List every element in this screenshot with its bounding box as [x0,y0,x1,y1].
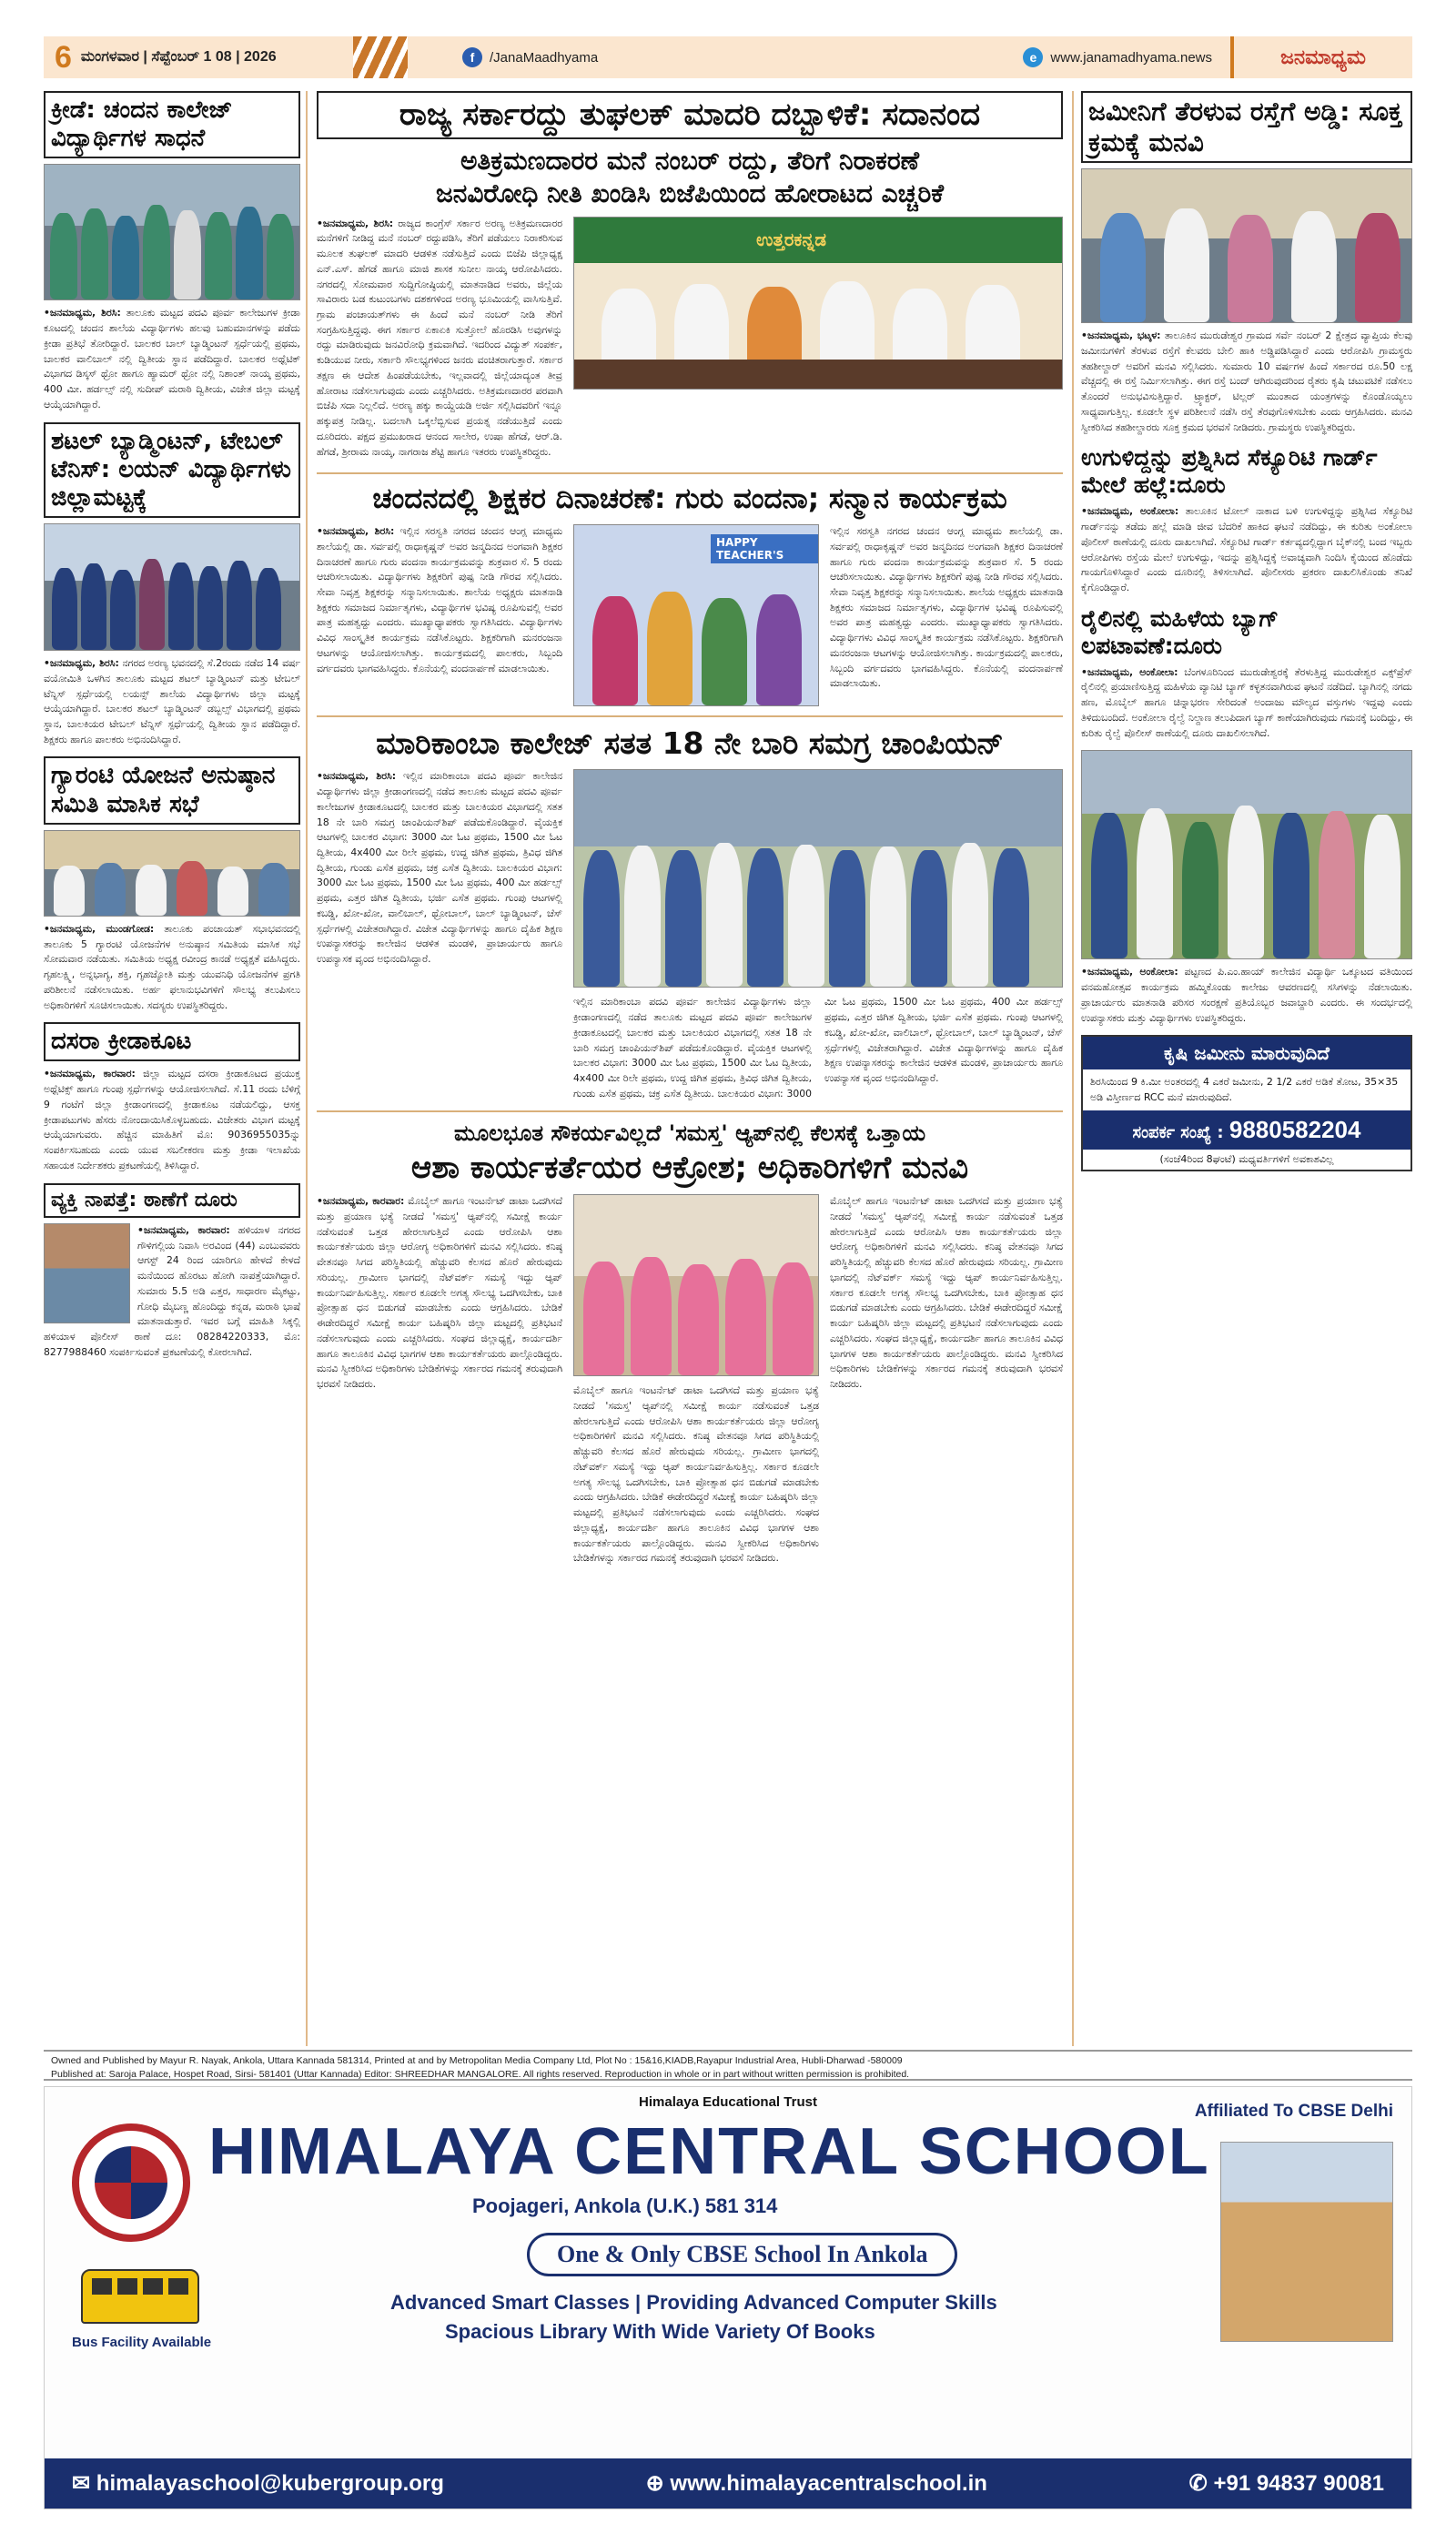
section-divider [317,715,1063,717]
article-body [317,1194,562,1570]
article-body [317,769,562,1101]
body-text: ಮೊಬೈಲ್ ಹಾಗೂ ಇಂಟರ್ನೆಟ್ ಡಾಟಾ ಒದಗಿಸದೆ ಮತ್ತು ಪ್ರಯಾಣ ಭತ್ಯೆ ನೀಡದೆ 'ಸಮಸ್ತ' ಆ್ಯಪ್‌ನಲ್ಲಿ ಸಮೀಕ್ಷೆ ಕಾರ್ಯ ನಡೆಸುವಂತೆ ಒತ್ತಡ ಹೇರಲಾಗುತ್ತಿದೆ ಎಂದು ಆರೋಪಿಸಿ ಆಶಾ ಕಾರ್ಯಕರ್ತೆಯರು ಜಿಲ್ಲಾ ಆರೋಗ್ಯ ಅಧಿಕಾರಿಗಳಿಗೆ ಮನವಿ ಸಲ್ಲಿಸಿದರು. ಕನಿಷ್ಠ ವೇತನವೂ ಸಿಗದ ಪರಿಸ್ಥಿತಿಯಲ್ಲಿ ಹೆಚ್ಚುವರಿ ಕೆಲಸದ ಹೊರೆ ಹೇರುವುದು ಸರಿಯಲ್ಲ. ಗ್ರಾಮೀಣ ಭಾಗದಲ್ಲಿ ನೆಟ್‌ವರ್ಕ್ ಸಮಸ್ಯೆ ಇದ್ದು ಆ್ಯಪ್ ಕಾರ್ಯನಿರ್ವಹಿಸುತ್ತಿಲ್ಲ. ಸರ್ಕಾರ ಕೂಡಲೇ ಅಗತ್ಯ ಸೌಲಭ್ಯ ಒದಗಿಸಬೇಕು, ಬಾಕಿ ಪ್ರೋತ್ಸಾಹ ಧನ ಬಿಡುಗಡೆ ಮಾಡಬೇಕು ಎಂದು ಆಗ್ರಹಿಸಿದರು. ಬೇಡಿಕೆ ಈಡೇರದಿದ್ದರೆ ಸಮೀಕ್ಷೆ ಕಾರ್ಯ ಬಹಿಷ್ಕರಿಸಿ ಜಿಲ್ಲಾ ಮಟ್ಟದಲ್ಲಿ ಪ್ರತಿಭಟನೆ ನಡೆಸಲಾಗುವುದು ಎಂದು ಎಚ್ಚರಿಸಿದರು. ಸಂಘದ ಜಿಲ್ಲಾಧ್ಯಕ್ಷೆ, ಕಾರ್ಯದರ್ಶಿ ಹಾಗೂ ತಾಲೂಕಿನ ವಿವಿಧ ಭಾಗಗಳ ಆಶಾ ಕಾರ್ಯಕರ್ತೆಯರು ಪಾಲ್ಗೊಂಡಿದ್ದರು. ಮನವಿ ಸ್ವೀಕರಿಸಿದ ಅಧಿಕಾರಿಗಳು ಬೇಡಿಕೆಗಳನ್ನು ಸರ್ಕಾರದ ಗಮನಕ್ಕೆ ತರುವುದಾಗಿ ಭರವಸೆ ನೀಡಿದರು. [317,1195,562,1390]
article-body [1081,965,1412,1026]
classified-body: ಶಿರಸಿಯಿಂದ 9 ಕಿ.ಮೀ ಅಂತರದಲ್ಲಿ 4 ಎಕರೆ ಜಮೀನು, 2 1/2 ಎಕರೆ ಅಡಿಕೆ ತೋಟ, 35×35 ಅಡಿ ವಿಸ್ತೀರ್ಣದ RCC ಮನೆ ಮಾರುವುದಿದೆ. [1090,1076,1399,1103]
web-icon: e [1023,47,1043,67]
facebook-icon: f [462,47,482,67]
ad-website[interactable]: ⊕ www.himalayacentralschool.in [645,2471,987,2496]
ad-trust-name: Himalaya Educational Trust [639,2094,817,2110]
body-text: ರಾಜ್ಯದ ಕಾಂಗ್ರೆಸ್ ಸರ್ಕಾರ ಅರಣ್ಯ ಅತಿಕ್ರಮಣದಾರರ ಮನೆಗಳಿಗೆ ನೀಡಿದ್ದ ಮನೆ ನಂಬರ್ ರದ್ದುಪಡಿಸಿ, ತೆರಿಗೆ ಪಡೆಯಲು ನಿರಾಕರಿಸುವ ಮೂಲಕ ತುಘಲಕ್ ಮಾದರಿ ಆಡಳಿತ ನಡೆಸುತ್ತಿದೆ ಎಂದು ಬಿಜೆಪಿ ಜಿಲ್ಲಾಧ್ಯಕ್ಷ ಎನ್.ಎಸ್. ಹೆಗಡೆ ಹಾಗೂ ಮಾಜಿ ಶಾಸಕ ಸುನೀಲ ನಾಯ್ಕ ಆರೋಪಿಸಿದರು. ನಗರದಲ್ಲಿ ಸೋಮವಾರ ಸುದ್ದಿಗೋಷ್ಠಿಯಲ್ಲಿ ಮಾತನಾಡಿದ ಅವರು, ಜಿಲ್ಲೆಯ ಸಾವಿರಾರು ಬಡ ಕುಟುಂಬಗಳು ದಶಕಗಳಿಂದ ಅರಣ್ಯ ಭೂಮಿಯಲ್ಲಿ ವಾಸಿಸುತ್ತಿವೆ. ಗ್ರಾಮ ಪಂಚಾಯತ್‌ಗಳು ಈ ಹಿಂದೆ ಮನೆ ನಂಬರ್ ನೀಡಿ ತೆರಿಗೆ ಸಂಗ್ರಹಿಸುತ್ತಿದ್ದವು. ಈಗ ಸರ್ಕಾರ ಏಕಾಏಕಿ ಸುತ್ತೋಲೆ ಹೊರಡಿಸಿ ಅವುಗಳನ್ನು ರದ್ದು ಮಾಡಿರುವುದು ಜನವಿರೋಧಿ ಕ್ರಮವಾಗಿದೆ. ಇದರಿಂದ ವಿದ್ಯುತ್ ಸಂಪರ್ಕ, ಕುಡಿಯುವ ನೀರು, ಸರ್ಕಾರಿ ಸೌಲಭ್ಯಗಳಿಂದ ಜನರು ವಂಚಿತರಾಗುತ್ತಾರೆ. ಸರ್ಕಾರ ತಕ್ಷಣ ಈ ಆದೇಶ ಹಿಂಪಡೆಯಬೇಕು, ಇಲ್ಲವಾದಲ್ಲಿ ಜಿಲ್ಲೆಯಾದ್ಯಂತ ತೀವ್ರ ಹೋರಾಟ ನಡೆಸಲಾಗುವುದು ಎಂದು ಎಚ್ಚರಿಸಿದರು. ಅತಿಕ್ರಮಣದಾರರ ಪರವಾಗಿ ಬಿಜೆಪಿ ಸದಾ ನಿಲ್ಲಲಿದೆ. ಅರಣ್ಯ ಹಕ್ಕು ಕಾಯ್ದೆಯಡಿ ಅರ್ಜಿ ಸಲ್ಲಿಸಿದವರಿಗೆ ಇನ್ನೂ ಹಕ್ಕುಪತ್ರ ನೀಡಿಲ್ಲ. ಬದಲಾಗಿ ಒಕ್ಕಲೆಬ್ಬಿಸುವ ಪ್ರಯತ್ನ ನಡೆಯುತ್ತಿದೆ ಎಂದು ದೂರಿದರು. ಪಕ್ಷದ ಪ್ರಮುಖರಾದ ಆನಂದ ಸಾಲೇರ, ಉಷಾ ಹೆಗಡೆ, ಆರ್.ಡಿ. ಹೆಗಡೆ, ಶ್ರೀರಾಮ ನಾಯ್ಕ, ನಾಗರಾಜ ಶೆಟ್ಟಿ ಹಾಗೂ ಇತರರು ಉಪಸ್ಥಿತರಿದ್ದರು. [317,217,563,458]
ad-affiliation: Affiliated To CBSE Delhi [1194,2102,1393,2121]
article-headline: ಉಗುಳಿದ್ದನ್ನು ಪ್ರಶ್ನಿಸಿದ ಸೆಕ್ಯೂರಿಟಿ ಗಾರ್ಡ್ ಮೇಲೆ ಹಲ್ಲೆ:ದೂರು [1081,444,1378,499]
article-body-cont [573,1383,819,1566]
decorative-stripes [353,36,408,78]
body-text: ಬೆಂಗಳೂರಿನಿಂದ ಮುರುಡೇಶ್ವರಕ್ಕೆ ತೆರಳುತ್ತಿದ್ದ ಮುರುಡೇಶ್ವರ ಎಕ್ಸ್‌ಪ್ರೆಸ್ ರೈಲಿನಲ್ಲಿ ಪ್ರಯಾಣಿಸುತ್ತಿದ್ದ ಮಹಿಳೆಯ ವ್ಯಾನಿಟಿ ಬ್ಯಾಗ್ ಕಳ್ಳತನವಾಗಿರುವ ಘಟನೆ ನಡೆದಿದೆ. ಬ್ಯಾಗಿನಲ್ಲಿ ನಗದು ಹಣ, ಮೊಬೈಲ್ ಹಾಗೂ ಚಿನ್ನಾಭರಣ ಸೇರಿದಂತೆ ಅಂದಾಜು ಮೌಲ್ಯದ ವಸ್ತುಗಳು ಇದ್ದವು ಎಂದು ತಿಳಿದುಬಂದಿದೆ. ಅಂಕೋಲಾ ರೈಲ್ವೆ ನಿಲ್ದಾಣ ತಲುಪಿದಾಗ ಬ್ಯಾಗ್ ಕಾಣೆಯಾಗಿರುವುದು ಗಮನಕ್ಕೆ ಬಂದಿದ್ದು, ಈ ಕುರಿತು ರೈಲ್ವೆ ಪೊಲೀಸ್ ಠಾಣೆಯಲ್ಲಿ ದೂರು ದಾಖಲಿಸಲಾಗಿದೆ. [1081,665,1412,739]
article-dasara-sports [44,1022,300,1173]
website-link[interactable] [1023,47,1212,67]
article-headline: ಕ್ರೀಡೆ: ಚಂದನ ಕಾಲೇಜ್ ವಿದ್ಯಾರ್ಥಿಗಳ ಸಾಧನೆ [44,91,300,158]
dateline: •ಜನಮಾಧ್ಯಮ, ಕಾರವಾರ: [137,1223,230,1236]
press-meet-photo [573,217,1063,390]
dateline: •ಜನಮಾಧ್ಯಮ, ಶಿರಸಿ: [44,657,119,670]
article-vanamahotsava [1081,750,1412,1026]
article-bjp-protest [317,91,1063,463]
article-kicker: ಮೂಲಭೂತ ಸೌಕರ್ಯವಿಲ್ಲದೆ 'ಸಮಸ್ತ' ಆ್ಯಪ್‌ನಲ್ಲಿ ಕೆಲಸಕ್ಕೆ ಒತ್ತಾಯ [453,1120,926,1147]
meeting-photo [44,830,300,917]
dateline: •ಜನಮಾಧ್ಯಮ, ಅಂಕೋಲಾ: [1081,665,1178,678]
article-headline: ಅತಿಕ್ರಮಣದಾರರ ಮನೆ ನಂಬರ್ ರದ್ದು, ತೆರಿಗೆ ನಿರಾಕರಣೆ [460,145,920,176]
article-marikamba-champion [317,725,1063,1101]
students-group-photo [44,164,300,300]
article-headline: ಶಟಲ್ ಬ್ಯಾಡ್ಮಿಂಟನ್, ಟೇಬಲ್ ಟೆನಿಸ್: ಲಯನ್ ವಿದ್ಯಾರ್ಥಿಗಳು ಜಿಲ್ಲಾಮಟ್ಟಕ್ಕೆ [44,422,300,519]
school-logo [72,2123,190,2242]
dateline: •ಜನಮಾಧ್ಯಮ, ಶಿರಸಿ: [317,217,394,229]
ad-address: Poojageri, Ankola (U.K.) 581 314 [472,2194,778,2217]
facebook-handle: /JanaMaadhyama [490,49,599,66]
school-bus-icon [81,2269,199,2324]
ad-contact-bar [45,2458,1411,2509]
tree-planting-photo [1081,750,1412,959]
article-headline: ಚಂದನದಲ್ಲಿ ಶಿಕ್ಷಕರ ದಿನಾಚರಣೆ: ಗುರು ವಂದನಾ; ಸನ್ಮಾನ ಕಾರ್ಯಕ್ರಮ [372,482,1007,516]
dateline: •ಜನಮಾಧ್ಯಮ, ಕಾರವಾರ: [44,1068,136,1080]
article-asha-workers [317,1120,1063,1570]
article-body [1081,504,1412,595]
dateline: •ಜನಮಾಧ್ಯಮ, ಭಟ್ಕಳ: [1081,329,1161,342]
article-body [44,306,300,412]
article-headline: ಗ್ಯಾರಂಟಿ ಯೋಜನೆ ಅನುಷ್ಠಾನ ಸಮಿತಿ ಮಾಸಿಕ ಸಭೆ [44,756,300,824]
article-body-cont [830,524,1063,706]
ad-tagline: One & Only CBSE School In Ankola [527,2233,957,2276]
imprint-line-1: Owned and Published by Mayur R. Nayak, Ankola, Uttara Kannada 581314, Printed at and by Metropolitan Media Company Ltd, Plot No : 15&16,KIADB,Rayapur Industrial Area, Hubli-Dharwad -580009 [51,2055,903,2066]
right-column [1072,91,1412,2046]
article-security-assault [1081,444,1412,595]
classified-ad-land-sale [1081,1035,1412,1171]
web-text: www.himalayacentralschool.in [670,2471,987,2496]
photo-banner-text: ಉತ್ತರಕನ್ನಡ [756,228,826,250]
page-header [44,36,1412,78]
asha-workers-photo [573,1194,819,1376]
article-headline: ಮಾರಿಕಾಂಬಾ ಕಾಲೇಜ್ ಸತತ 18 ನೇ ಬಾರಿ ಸಮಗ್ರ ಚಾಂಪಿಯನ್ [376,725,1004,762]
article-headline: ದಸರಾ ಕ್ರೀಡಾಕೂಟ [44,1022,300,1061]
dateline: •ಜನಮಾಧ್ಯಮ, ಅಂಕೋಲಾ: [1081,505,1179,518]
ad-email[interactable]: ✉ himalayaschool@kubergroup.org [72,2471,444,2496]
article-body [44,922,300,1013]
article-body-cont [573,995,1063,1101]
dateline: •ಜನಮಾಧ್ಯಮ, ಕಾರವಾರ: [317,1195,405,1208]
article-body-cont2 [830,1194,1063,1570]
email-text: himalayaschool@kubergroup.org [96,2471,444,2496]
phone-text: +91 94837 90081 [1213,2471,1384,2496]
champion-team-photo [573,769,1063,988]
school-building-photo [1220,2142,1393,2342]
ad-features-2: Spacious Library With Wide Variety Of Books [445,2320,875,2343]
article-headline: ರೈಲಿನಲ್ಲಿ ಮಹಿಳೆಯ ಬ್ಯಾಗ್ ಲಪಟಾವಣೆ:ದೂರು [1081,604,1279,659]
article-kicker: ರಾಜ್ಯ ಸರ್ಕಾರದ್ದು ತುಘಲಕ್ ಮಾದರಿ ದಬ್ಬಾಳಿಕೆ: ಸದಾನಂದ [317,91,1063,139]
dateline: •ಜನಮಾಧ್ಯಮ, ಶಿರಸಿ: [317,770,397,783]
page-number: 6 [55,39,72,75]
body-text: ಇಲ್ಲಿನ ಮಾರಿಕಾಂಬಾ ಪದವಿ ಪೂರ್ವ ಕಾಲೇಜಿನ ವಿದ್ಯಾರ್ಥಿಗಳು ಜಿಲ್ಲಾ ಕ್ರೀಡಾಂಗಣದಲ್ಲಿ ನಡೆದ ತಾಲೂಕು ಮಟ್ಟದ ಪದವಿ ಪೂರ್ವ ಕಾಲೇಜುಗಳ ಕ್ರೀಡಾಕೂಟದಲ್ಲಿ ಬಾಲಕರ ಮತ್ತು ಬಾಲಕಿಯರ ವಿಭಾಗದಲ್ಲಿ ಸತತ 18 ನೇ ಬಾರಿ ಸಮಗ್ರ ಚಾಂಪಿಯನ್‌ಶಿಪ್ ಪಡೆದುಕೊಂಡಿದ್ದಾರೆ. ವೈಯಕ್ತಿಕ ಆಟಗಳಲ್ಲಿ ಬಾಲಕರ ವಿಭಾಗ: 3000 ಮೀ ಓಟ ಪ್ರಥಮ, 1500 ಮೀ ಓಟ ದ್ವಿತೀಯ, 4x400 ಮೀ ರಿಲೇ ಪ್ರಥಮ, ಉದ್ದ ಜಿಗಿತ ಪ್ರಥಮ, ತ್ರಿವಿಧ ಜಿಗಿತ ದ್ವಿತೀಯ, ಗುಂಡು ಎಸೆತ ಪ್ರಥಮ, ಚಕ್ರ ಎಸೆತ ದ್ವಿತೀಯ. ಬಾಲಕಿಯರ ವಿಭಾಗ: 3000 ಮೀ ಓಟ ಪ್ರಥಮ, 1500 ಮೀ ಓಟ ಪ್ರಥಮ, 400 ಮೀ ಹರ್ಡಲ್ಸ್ ಪ್ರಥಮ, ಎತ್ತರ ಜಿಗಿತ ದ್ವಿತೀಯ, ಭರ್ಜಿ ಎಸೆತ ಪ್ರಥಮ. ಗುಂಪು ಆಟಗಳಲ್ಲಿ ಕಬಡ್ಡಿ, ಖೋ-ಖೋ, ವಾಲಿಬಾಲ್, ಥ್ರೋಬಾಲ್, ಬಾಲ್ ಬ್ಯಾಡ್ಮಿಂಟನ್, ಚೆಸ್ ಸ್ಪರ್ಧೆಗಳಲ್ಲಿ ವಿಜೇತರಾಗಿದ್ದಾರೆ. ವಿಜೇತ ವಿದ್ಯಾರ್ಥಿಗಳನ್ನು ಹಾಗೂ ದೈಹಿಕ ಶಿಕ್ಷಣ ಉಪನ್ಯಾಸಕರನ್ನು ಕಾಲೇಜಿನ ಆಡಳಿತ ಮಂಡಳಿ, ಪ್ರಾಚಾರ್ಯರು ಹಾಗೂ ಉಪನ್ಯಾಸಕ ವೃಂದ ಅಭಿನಂದಿಸಿದ್ದಾರೆ. [573,996,1063,1100]
dateline: •ಜನಮಾಧ್ಯಮ, ಅಂಕೋಲಾ: [1081,966,1178,978]
article-headline: ಆಶಾ ಕಾರ್ಯಕರ್ತೆಯರ ಆಕ್ರೋಶ; ಅಧಿಕಾರಿಗಳಿಗೆ ಮನವಿ [410,1149,969,1186]
photo-banner-text: HAPPY TEACHER'S [711,534,818,563]
article-body [44,656,300,747]
school-advertisement [44,2086,1412,2509]
body-text: ತಾಲೂಕಿನ ಟೋಲ್ ನಾಕಾದ ಬಳಿ ಉಗುಳಿದ್ದನ್ನು ಪ್ರಶ್ನಿಸಿದ ಸೆಕ್ಯೂರಿಟಿ ಗಾರ್ಡ್‌ನನ್ನು ತಡೆದು ಹಲ್ಲೆ ಮಾಡಿ ಜೀವ ಬೆದರಿಕೆ ಹಾಕಿದ ಘಟನೆ ನಡೆದಿದ್ದು, ಈ ಕುರಿತು ಅಂಕೋಲಾ ಪೊಲೀಸ್ ಠಾಣೆಯಲ್ಲಿ ದೂರು ದಾಖಲಾಗಿದೆ. ಸೆಕ್ಯೂರಿಟಿ ಗಾರ್ಡ್ ಕರ್ತವ್ಯದಲ್ಲಿದ್ದಾಗ ಬೈಕ್‌ನಲ್ಲಿ ಬಂದ ಇಬ್ಬರು ಆರೋಪಿಗಳು ರಸ್ತೆಯ ಮೇಲೆ ಉಗುಳಿದ್ದು, ಇದನ್ನು ಪ್ರಶ್ನಿಸಿದ್ದಕ್ಕೆ ಅವಾಚ್ಯವಾಗಿ ನಿಂದಿಸಿ ಕೈಯಿಂದ ಹೊಡೆದು ಗಾಯಗೊಳಿಸಿದ್ದಾರೆ ಎಂದು ದೂರಿನಲ್ಲಿ ತಿಳಿಸಲಾಗಿದೆ. ಪೊಲೀಸರು ಪ್ರಕರಣ ದಾಖಲಿಸಿಕೊಂಡು ತನಿಖೆ ಕೈಗೊಂಡಿದ್ದಾರೆ. [1081,505,1412,593]
article-body [1081,329,1412,435]
article-headline: ಜಮೀನಿಗೆ ತೆರಳುವ ರಸ್ತೆಗೆ ಅಡ್ಡಿ: ಸೂಕ್ತ ಕ್ರಮಕ್ಕೆ ಮನವಿ [1081,91,1412,163]
body-text: ಮೊಬೈಲ್ ಹಾಗೂ ಇಂಟರ್ನೆಟ್ ಡಾಟಾ ಒದಗಿಸದೆ ಮತ್ತು ಪ್ರಯಾಣ ಭತ್ಯೆ ನೀಡದೆ 'ಸಮಸ್ತ' ಆ್ಯಪ್‌ನಲ್ಲಿ ಸಮೀಕ್ಷೆ ಕಾರ್ಯ ನಡೆಸುವಂತೆ ಒತ್ತಡ ಹೇರಲಾಗುತ್ತಿದೆ ಎಂದು ಆರೋಪಿಸಿ ಆಶಾ ಕಾರ್ಯಕರ್ತೆಯರು ಜಿಲ್ಲಾ ಆರೋಗ್ಯ ಅಧಿಕಾರಿಗಳಿಗೆ ಮನವಿ ಸಲ್ಲಿಸಿದರು. ಕನಿಷ್ಠ ವೇತನವೂ ಸಿಗದ ಪರಿಸ್ಥಿತಿಯಲ್ಲಿ ಹೆಚ್ಚುವರಿ ಕೆಲಸದ ಹೊರೆ ಹೇರುವುದು ಸರಿಯಲ್ಲ. ಗ್ರಾಮೀಣ ಭಾಗದಲ್ಲಿ ನೆಟ್‌ವರ್ಕ್ ಸಮಸ್ಯೆ ಇದ್ದು ಆ್ಯಪ್ ಕಾರ್ಯನಿರ್ವಹಿಸುತ್ತಿಲ್ಲ. ಸರ್ಕಾರ ಕೂಡಲೇ ಅಗತ್ಯ ಸೌಲಭ್ಯ ಒದಗಿಸಬೇಕು, ಬಾಕಿ ಪ್ರೋತ್ಸಾಹ ಧನ ಬಿಡುಗಡೆ ಮಾಡಬೇಕು ಎಂದು ಆಗ್ರಹಿಸಿದರು. ಬೇಡಿಕೆ ಈಡೇರದಿದ್ದರೆ ಸಮೀಕ್ಷೆ ಕಾರ್ಯ ಬಹಿಷ್ಕರಿಸಿ ಜಿಲ್ಲಾ ಮಟ್ಟದಲ್ಲಿ ಪ್ರತಿಭಟನೆ ನಡೆಸಲಾಗುವುದು ಎಂದು ಎಚ್ಚರಿಸಿದರು. ಸಂಘದ ಜಿಲ್ಲಾಧ್ಯಕ್ಷೆ, ಕಾರ್ಯದರ್ಶಿ ಹಾಗೂ ತಾಲೂಕಿನ ವಿವಿಧ ಭಾಗಗಳ ಆಶಾ ಕಾರ್ಯಕರ್ತೆಯರು ಪಾಲ್ಗೊಂಡಿದ್ದರು. ಮನವಿ ಸ್ವೀಕರಿಸಿದ ಅಧಿಕಾರಿಗಳು ಬೇಡಿಕೆಗಳನ್ನು ಸರ್ಕಾರದ ಗಮನಕ್ಕೆ ತರುವುದಾಗಿ ಭರವಸೆ ನೀಡಿದರು. [573,1384,819,1565]
article-subheadline: ಜನವಿರೋಧಿ ನೀತಿ ಖಂಡಿಸಿ ಬಿಜೆಪಿಯಿಂದ ಹೋರಾಟದ ಎಚ್ಚರಿಕೆ [435,178,945,209]
article-missing-person [44,1183,300,1361]
article-body-intro [317,217,562,464]
body-text: ಮೊಬೈಲ್ ಹಾಗೂ ಇಂಟರ್ನೆಟ್ ಡಾಟಾ ಒದಗಿಸದೆ ಮತ್ತು ಪ್ರಯಾಣ ಭತ್ಯೆ ನೀಡದೆ 'ಸಮಸ್ತ' ಆ್ಯಪ್‌ನಲ್ಲಿ ಸಮೀಕ್ಷೆ ಕಾರ್ಯ ನಡೆಸುವಂತೆ ಒತ್ತಡ ಹೇರಲಾಗುತ್ತಿದೆ ಎಂದು ಆರೋಪಿಸಿ ಆಶಾ ಕಾರ್ಯಕರ್ತೆಯರು ಜಿಲ್ಲಾ ಆರೋಗ್ಯ ಅಧಿಕಾರಿಗಳಿಗೆ ಮನವಿ ಸಲ್ಲಿಸಿದರು. ಕನಿಷ್ಠ ವೇತನವೂ ಸಿಗದ ಪರಿಸ್ಥಿತಿಯಲ್ಲಿ ಹೆಚ್ಚುವರಿ ಕೆಲಸದ ಹೊರೆ ಹೇರುವುದು ಸರಿಯಲ್ಲ. ಗ್ರಾಮೀಣ ಭಾಗದಲ್ಲಿ ನೆಟ್‌ವರ್ಕ್ ಸಮಸ್ಯೆ ಇದ್ದು ಆ್ಯಪ್ ಕಾರ್ಯನಿರ್ವಹಿಸುತ್ತಿಲ್ಲ. ಸರ್ಕಾರ ಕೂಡಲೇ ಅಗತ್ಯ ಸೌಲಭ್ಯ ಒದಗಿಸಬೇಕು, ಬಾಕಿ ಪ್ರೋತ್ಸಾಹ ಧನ ಬಿಡುಗಡೆ ಮಾಡಬೇಕು ಎಂದು ಆಗ್ರಹಿಸಿದರು. ಬೇಡಿಕೆ ಈಡೇರದಿದ್ದರೆ ಸಮೀಕ್ಷೆ ಕಾರ್ಯ ಬಹಿಷ್ಕರಿಸಿ ಜಿಲ್ಲಾ ಮಟ್ಟದಲ್ಲಿ ಪ್ರತಿಭಟನೆ ನಡೆಸಲಾಗುವುದು ಎಂದು ಎಚ್ಚರಿಸಿದರು. ಸಂಘದ ಜಿಲ್ಲಾಧ್ಯಕ್ಷೆ, ಕಾರ್ಯದರ್ಶಿ ಹಾಗೂ ತಾಲೂಕಿನ ವಿವಿಧ ಭಾಗಗಳ ಆಶಾ ಕಾರ್ಯಕರ್ತೆಯರು ಪಾಲ್ಗೊಂಡಿದ್ದರು. ಮನವಿ ಸ್ವೀಕರಿಸಿದ ಅಧಿಕಾರಿಗಳು ಬೇಡಿಕೆಗಳನ್ನು ಸರ್ಕಾರದ ಗಮನಕ್ಕೆ ತರುವುದಾಗಿ ಭರವಸೆ ನೀಡಿದರು. [830,1195,1063,1390]
body-text: ನಗರದ ಅರಣ್ಯ ಭವನದಲ್ಲಿ ಸೆ.2ರಂದು ನಡೆದ 14 ವರ್ಷ ವಯೋಮಿತಿ ಒಳಗಿನ ತಾಲೂಕು ಮಟ್ಟದ ಶಟಲ್ ಬ್ಯಾಡ್ಮಿಂಟನ್ ಮತ್ತು ಟೇಬಲ್ ಟೆನ್ನಿಸ್ ಸ್ಪರ್ಧೆಯಲ್ಲಿ ಲಯನ್ಸ್ ಶಾಲೆಯ ವಿದ್ಯಾರ್ಥಿಗಳು ಜಿಲ್ಲಾ ಮಟ್ಟಕ್ಕೆ ಆಯ್ಕೆಯಾಗಿದ್ದಾರೆ. ಬಾಲಕರ ಶಟಲ್ ಬ್ಯಾಡ್ಮಿಂಟನ್ ಡಬ್ಬಲ್ಸ್ ವಿಭಾಗದಲ್ಲಿ ಪ್ರಥಮ ಸ್ಥಾನ, ಬಾಲಕಿಯರ ಟೇಬಲ್ ಟೆನ್ನಿಸ್ ಸ್ಪರ್ಧೆಯಲ್ಲಿ ದ್ವಿತೀಯ ಸ್ಥಾನ ಪಡೆದಿದ್ದಾರೆ. ಶಿಕ್ಷಕರು ಹಾಗೂ ಪಾಲಕರು ಅಭಿನಂದಿಸಿದ್ದಾರೆ. [44,657,300,745]
section-divider [317,472,1063,474]
left-column [44,91,308,2046]
imprint-line-2: Published at: Saroja Palace, Hospet Road, Sirsi- 581401 (Uttar Kannada) Editor: SHREEDHAR MANGALORE. All rights reserved. Reproduction in whole or in part without written permission is prohibited. [51,2069,910,2081]
facebook-link[interactable] [462,47,598,67]
middle-column [317,91,1063,2046]
dateline: •ಜನಮಾಧ್ಯಮ, ಶಿರಸಿ: [44,307,121,319]
ad-bus-facility: Bus Facility Available [72,2335,212,2350]
print-line [44,2050,1412,2081]
article-body [44,1223,300,1361]
article-train-theft [1081,605,1412,742]
article-teachers-day [317,481,1063,706]
body-text: ಪಟ್ಟಣದ ಪಿ.ಎಂ.ಹಾಯ್ ಕಾಲೇಜಿನ ವಿದ್ಯಾರ್ಥಿ ಒಕ್ಕೂಟದ ವತಿಯಿಂದ ವನಮಹೋತ್ಸವ ಕಾರ್ಯಕ್ರಮ ಹಮ್ಮಿಕೊಂಡು ಕಾಲೇಜು ಆವರಣದಲ್ಲಿ ಸಸಿಗಳನ್ನು ನೆಡಲಾಯಿತು. ಪ್ರಾಚಾರ್ಯರು ಮಾತನಾಡಿ ಪರಿಸರ ಸಂರಕ್ಷಣೆ ಪ್ರತಿಯೊಬ್ಬರ ಜವಾಬ್ದಾರಿ ಎಂದರು. ಈ ಸಂದರ್ಭದಲ್ಲಿ ಉಪನ್ಯಾಸಕರು ಮತ್ತು ವಿದ್ಯಾರ್ಥಿಗಳು ಉಪಸ್ಥಿತರಿದ್ದರು. [1081,966,1412,1024]
article-headline: ವ್ಯಕ್ತಿ ನಾಪತ್ತೆ: ಠಾಣೆಗೆ ದೂರು [44,1183,300,1218]
body-text: ತಾಲೂಕು ಮಟ್ಟದ ಪದವಿ ಪೂರ್ವ ಕಾಲೇಜುಗಳ ಕ್ರೀಡಾ ಕೂಟದಲ್ಲಿ ಚಂದನ ಶಾಲೆಯ ವಿದ್ಯಾರ್ಥಿಗಳು ಹಲವು ಬಹುಮಾನಗಳನ್ನು ಪಡೆದು ಕ್ರೀಡಾ ಪ್ರತಿಭೆ ತೋರಿದ್ದಾರೆ. ಬಾಲಕರ ಬಾಲ್ ಬ್ಯಾಡ್ಮಿಂಟನ್ ಸ್ಪರ್ಧೆಯಲ್ಲಿ ಪ್ರಥಮ, ಬಾಲಕರ ವಾಲಿಬಾಲ್ ನಲ್ಲಿ ದ್ವಿತೀಯ ಸ್ಥಾನ ಪಡೆದಿದ್ದಾರೆ. ಬಾಲಕರ ಅಥ್ಲೆಟಿಕ್ ವಿಭಾಗದ ಡಿಸ್ಕಸ್ ಥ್ರೋ ಹಾಗೂ ಹ್ಯಾಮರ್ ಥ್ರೋ ನಲ್ಲಿ ನಿಶಾಂತ್ ನಾಯ್ಕ ಪ್ರಥಮ, 400 ಮೀ. ಹರ್ಡಲ್ಸ್ ನಲ್ಲಿ ಸುದೀಪ್ ಮರಾಠಿ ದ್ವಿತೀಯ, ವಿಜೇತ ಜಿಲ್ಲಾ ಮಟ್ಟಕ್ಕೆ ಆಯ್ಕೆಯಾಗಿದ್ದಾರೆ. [44,307,300,410]
body-text: ಇಲ್ಲಿನ ಸರಸ್ವತಿ ನಗರದ ಚಂದನ ಆಂಗ್ಲ ಮಾಧ್ಯಮ ಶಾಲೆಯಲ್ಲಿ ಡಾ. ಸರ್ವಪಲ್ಲಿ ರಾಧಾಕೃಷ್ಣನ್ ಅವರ ಜನ್ಮದಿನದ ಅಂಗವಾಗಿ ಶಿಕ್ಷಕರ ದಿನಾಚರಣೆ ಹಾಗೂ ಗುರು ವಂದನಾ ಕಾರ್ಯಕ್ರಮವನ್ನು ಶುಕ್ರವಾರ ಸೆ. 5 ರಂದು ಆಚರಿಸಲಾಯಿತು. ವಿದ್ಯಾರ್ಥಿಗಳು ಶಿಕ್ಷಕರಿಗೆ ಪುಷ್ಪ ನೀಡಿ ಗೌರವ ಸಲ್ಲಿಸಿದರು. ಸೇವಾ ನಿವೃತ್ತ ಶಿಕ್ಷಕರನ್ನು ಸನ್ಮಾನಿಸಲಾಯಿತು. ಶಾಲೆಯ ಅಧ್ಯಕ್ಷರು ಮಾತನಾಡಿ ಶಿಕ್ಷಕರು ಸಮಾಜದ ನಿರ್ಮಾತೃಗಳು, ವಿದ್ಯಾರ್ಥಿಗಳ ಭವಿಷ್ಯ ರೂಪಿಸುವಲ್ಲಿ ಅವರ ಪಾತ್ರ ಮಹತ್ವದ್ದು ಎಂದರು. ಮುಖ್ಯಾಧ್ಯಾಪಕರು ಸ್ವಾಗತಿಸಿದರು. ವಿದ್ಯಾರ್ಥಿಗಳು ವಿವಿಧ ಸಾಂಸ್ಕೃತಿಕ ಕಾರ್ಯಕ್ರಮ ನಡೆಸಿಕೊಟ್ಟರು. ಶಿಕ್ಷಕರಿಗಾಗಿ ಮನರಂಜನಾ ಆಟಗಳನ್ನು ಆಯೋಜಿಸಲಾಗಿತ್ತು. ಕಾರ್ಯಕ್ರಮದಲ್ಲಿ ಪಾಲಕರು, ಸಿಬ್ಬಂದಿ ವರ್ಗದವರು ಭಾಗವಹಿಸಿದ್ದರು. ಕೊನೆಯಲ್ಲಿ ವಂದನಾರ್ಪಣೆ ಮಾಡಲಾಯಿತು. [317,525,562,674]
masthead-logo: ಜನಮಾಧ್ಯಮ [1230,36,1412,78]
body-text: ಇಲ್ಲಿನ ಮಾರಿಕಾಂಬಾ ಪದವಿ ಪೂರ್ವ ಕಾಲೇಜಿನ ವಿದ್ಯಾರ್ಥಿಗಳು ಜಿಲ್ಲಾ ಕ್ರೀಡಾಂಗಣದಲ್ಲಿ ನಡೆದ ತಾಲೂಕು ಮಟ್ಟದ ಪದವಿ ಪೂರ್ವ ಕಾಲೇಜುಗಳ ಕ್ರೀಡಾಕೂಟದಲ್ಲಿ ಬಾಲಕರ ಮತ್ತು ಬಾಲಕಿಯರ ವಿಭಾಗದಲ್ಲಿ ಸತತ 18 ನೇ ಬಾರಿ ಸಮಗ್ರ ಚಾಂಪಿಯನ್‌ಶಿಪ್ ಪಡೆದುಕೊಂಡಿದ್ದಾರೆ. ವೈಯಕ್ತಿಕ ಆಟಗಳಲ್ಲಿ ಬಾಲಕರ ವಿಭಾಗ: 3000 ಮೀ ಓಟ ಪ್ರಥಮ, 1500 ಮೀ ಓಟ ದ್ವಿತೀಯ, 4x400 ಮೀ ರಿಲೇ ಪ್ರಥಮ, ಉದ್ದ ಜಿಗಿತ ಪ್ರಥಮ, ತ್ರಿವಿಧ ಜಿಗಿತ ದ್ವಿತೀಯ, ಗುಂಡು ಎಸೆತ ಪ್ರಥಮ, ಚಕ್ರ ಎಸೆತ ದ್ವಿತೀಯ. ಬಾಲಕಿಯರ ವಿಭಾಗ: 3000 ಮೀ ಓಟ ಪ್ರಥಮ, 1500 ಮೀ ಓಟ ಪ್ರಥಮ, 400 ಮೀ ಹರ್ಡಲ್ಸ್ ಪ್ರಥಮ, ಎತ್ತರ ಜಿಗಿತ ದ್ವಿತೀಯ, ಭರ್ಜಿ ಎಸೆತ ಪ್ರಥಮ. ಗುಂಪು ಆಟಗಳಲ್ಲಿ ಕಬಡ್ಡಿ, ಖೋ-ಖೋ, ವಾಲಿಬಾಲ್, ಥ್ರೋಬಾಲ್, ಬಾಲ್ ಬ್ಯಾಡ್ಮಿಂಟನ್, ಚೆಸ್ ಸ್ಪರ್ಧೆಗಳಲ್ಲಿ ವಿಜೇತರಾಗಿದ್ದಾರೆ. ವಿಜೇತ ವಿದ್ಯಾರ್ಥಿಗಳನ್ನು ಹಾಗೂ ದೈಹಿಕ ಶಿಕ್ಷಣ ಉಪನ್ಯಾಸಕರನ್ನು ಕಾಲೇಜಿನ ಆಡಳಿತ ಮಂಡಳಿ, ಪ್ರಾಚಾರ್ಯರು ಹಾಗೂ ಉಪನ್ಯಾಸಕ ವೃಂದ ಅಭಿನಂದಿಸಿದ್ದಾರೆ. [317,770,563,966]
ad-phone[interactable]: ✆ +91 94837 90081 [1188,2471,1384,2496]
header-links [408,36,1230,78]
article-chandan-sports [44,91,300,413]
classified-note: (ಸಂಜೆ4ರಿಂದ 8ಘಂಟೆ) ಮಧ್ಯವರ್ತಿಗಳಿಗೆ ಅವಕಾಶವಿಲ್ಲ [1159,1153,1334,1166]
body-text: ಇಲ್ಲಿನ ಸರಸ್ವತಿ ನಗರದ ಚಂದನ ಆಂಗ್ಲ ಮಾಧ್ಯಮ ಶಾಲೆಯಲ್ಲಿ ಡಾ. ಸರ್ವಪಲ್ಲಿ ರಾಧಾಕೃಷ್ಣನ್ ಅವರ ಜನ್ಮದಿನದ ಅಂಗವಾಗಿ ಶಿಕ್ಷಕರ ದಿನಾಚರಣೆ ಹಾಗೂ ಗುರು ವಂದನಾ ಕಾರ್ಯಕ್ರಮವನ್ನು ಶುಕ್ರವಾರ ಸೆ. 5 ರಂದು ಆಚರಿಸಲಾಯಿತು. ವಿದ್ಯಾರ್ಥಿಗಳು ಶಿಕ್ಷಕರಿಗೆ ಪುಷ್ಪ ನೀಡಿ ಗೌರವ ಸಲ್ಲಿಸಿದರು. ಸೇವಾ ನಿವೃತ್ತ ಶಿಕ್ಷಕರನ್ನು ಸನ್ಮಾನಿಸಲಾಯಿತು. ಶಾಲೆಯ ಅಧ್ಯಕ್ಷರು ಮಾತನಾಡಿ ಶಿಕ್ಷಕರು ಸಮಾಜದ ನಿರ್ಮಾತೃಗಳು, ವಿದ್ಯಾರ್ಥಿಗಳ ಭವಿಷ್ಯ ರೂಪಿಸುವಲ್ಲಿ ಅವರ ಪಾತ್ರ ಮಹತ್ವದ್ದು ಎಂದರು. ಮುಖ್ಯಾಧ್ಯಾಪಕರು ಸ್ವಾಗತಿಸಿದರು. ವಿದ್ಯಾರ್ಥಿಗಳು ವಿವಿಧ ಸಾಂಸ್ಕೃತಿಕ ಕಾರ್ಯಕ್ರಮ ನಡೆಸಿಕೊಟ್ಟರು. ಶಿಕ್ಷಕರಿಗಾಗಿ ಮನರಂಜನಾ ಆಟಗಳನ್ನು ಆಯೋಜಿಸಲಾಗಿತ್ತು. ಕಾರ್ಯಕ್ರಮದಲ್ಲಿ ಪಾಲಕರು, ಸಿಬ್ಬಂದಿ ವರ್ಗದವರು ಭಾಗವಹಿಸಿದ್ದರು. ಕೊನೆಯಲ್ಲಿ ವಂದನಾರ್ಪಣೆ ಮಾಡಲಾಯಿತು. [830,525,1063,690]
article-road-blocked [1081,91,1412,435]
website-url: www.janamadhyama.news [1050,49,1212,66]
classified-phone[interactable] [1083,1110,1410,1150]
memorandum-photo [1081,168,1412,323]
article-body [1081,665,1412,742]
dateline: •ಜನಮಾಧ್ಯಮ, ಮುಂಡಗೋಡ: [44,922,155,935]
page-number-box [44,36,353,78]
ad-school-name: HIMALAYA CENTRAL SCHOOL [208,2115,1210,2188]
phone-number: 9880582204 [1228,1116,1361,1144]
body-text: ತಾಲೂಕು ಪಂಚಾಯತ್ ಸಭಾಭವನದಲ್ಲಿ ತಾಲೂಕು 5 ಗ್ಯಾರಂಟಿ ಯೋಜನೆಗಳ ಅನುಷ್ಠಾನ ಸಮಿತಿಯ ಮಾಸಿಕ ಸಭೆ ಸೋಮವಾರ ನಡೆಯಿತು. ಸಮಿತಿಯ ಅಧ್ಯಕ್ಷ ರವೀಂದ್ರ ಕಾನಡೆ ಅಧ್ಯಕ್ಷತೆ ವಹಿಸಿದ್ದರು. ಗೃಹಲಕ್ಷ್ಮಿ, ಅನ್ನಭಾಗ್ಯ, ಶಕ್ತಿ, ಗೃಹಜ್ಯೋತಿ ಮತ್ತು ಯುವನಿಧಿ ಯೋಜನೆಗಳ ಪ್ರಗತಿ ಪರಿಶೀಲನೆ ನಡೆಸಲಾಯಿತು. ಅರ್ಹ ಫಲಾನುಭವಿಗಳಿಗೆ ಸೌಲಭ್ಯ ತಲುಪಿಸಲು ಅಧಿಕಾರಿಗಳಿಗೆ ಸೂಚಿಸಲಾಯಿತು. ಸದಸ್ಯರು ಉಪಸ್ಥಿತರಿದ್ದರು. [44,922,300,1011]
article-guarantee-meeting [44,756,300,1013]
body-text: ತಾಲೂಕಿನ ಮುರುಡೇಶ್ವರ ಗ್ರಾಮದ ಸರ್ವೆ ನಂಬರ್ 2 ಕ್ಷೇತ್ರದ ವ್ಯಾಪ್ತಿಯ ಕೆಲವು ಜಮೀನುಗಳಿಗೆ ತೆರಳುವ ರಸ್ತೆಗೆ ಕೆಲವರು ಬೇಲಿ ಹಾಕಿ ಅಡ್ಡಿಪಡಿಸಿದ್ದಾರೆ ಎಂದು ಆರೋಪಿಸಿ ಗ್ರಾಮಸ್ಥರು ತಹಶೀಲ್ದಾರ್ ಅವರಿಗೆ ಮನವಿ ಸಲ್ಲಿಸಿದರು. ಸುಮಾರು 10 ವರ್ಷಗಳ ಹಿಂದೆ ಸರ್ಕಾರದ ರೂ.50 ಲಕ್ಷ ವೆಚ್ಚದಲ್ಲಿ ಈ ರಸ್ತೆ ನಿರ್ಮಿಸಲಾಗಿತ್ತು. ಈಗ ರಸ್ತೆ ಬಂದ್ ಆಗಿರುವುದರಿಂದ ರೈತರು ಕೃಷಿ ಚಟುವಟಿಕೆ ನಡೆಸಲು ತೊಂದರೆ ಅನುಭವಿಸುತ್ತಿದ್ದಾರೆ. ಟ್ರ್ಯಾಕ್ಟರ್, ಟಿಲ್ಲರ್ ಮುಂತಾದ ಯಂತ್ರಗಳನ್ನು ಕೊಂಡೊಯ್ಯಲು ಸಾಧ್ಯವಾಗುತ್ತಿಲ್ಲ. ಕೂಡಲೇ ಸ್ಥಳ ಪರಿಶೀಲನೆ ನಡೆಸಿ ರಸ್ತೆ ತೆರವುಗೊಳಿಸಬೇಕು ಎಂದು ಆಗ್ರಹಿಸಿದರು. ಮನವಿ ಸ್ವೀಕರಿಸಿದ ತಹಶೀಲ್ದಾರರು ಸೂಕ್ತ ಕ್ರಮದ ಭರವಸೆ ನೀಡಿದರು. ಗ್ರಾಮಸ್ಥರು ಉಪಸ್ಥಿತರಿದ್ದರು. [1081,329,1412,433]
section-divider [317,1110,1063,1112]
ad-features-1: Advanced Smart Classes | Providing Advanced Computer Skills [390,2291,997,2314]
article-body [44,1067,300,1173]
teachers-day-photo [573,524,819,706]
body-text: ಜಿಲ್ಲಾ ಮಟ್ಟದ ದಸರಾ ಕ್ರೀಡಾಕೂಟದ ಪ್ರಯುಕ್ತ ಅಥ್ಲೆಟಿಕ್ಸ್ ಹಾಗೂ ಗುಂಪು ಸ್ಪರ್ಧೆಗಳನ್ನು ಆಯೋಜಿಸಲಾಗಿದೆ. ಸೆ.11 ರಂದು ಬೆಳಿಗ್ಗೆ 9 ಗಂಟೆಗೆ ಜಿಲ್ಲಾ ಕ್ರೀಡಾಂಗಣದಲ್ಲಿ ಕ್ರೀಡಾಕೂಟ ನಡೆಯಲಿದ್ದು, ಆಸಕ್ತ ಕ್ರೀಡಾಪಟುಗಳು ಹೆಸರು ನೋಂದಾಯಿಸಿಕೊಳ್ಳಬಹುದು. ವಿಜೇತರು ವಿಭಾಗ ಮಟ್ಟಕ್ಕೆ ಆಯ್ಕೆಯಾಗುವರು. ಹೆಚ್ಚಿನ ಮಾಹಿತಿಗೆ ಮೊ: 9036955035ನ್ನು ಸಂಪರ್ಕಿಸಬಹುದು ಎಂದು ಯುವ ಸಬಲೀಕರಣ ಮತ್ತು ಕ್ರೀಡಾ ಇಲಾಖೆಯ ಸಹಾಯಕ ನಿರ್ದೇಶಕರು ಪ್ರಕಟಣೆಯಲ್ಲಿ ತಿಳಿಸಿದ್ದಾರೆ. [44,1068,300,1171]
missing-person-photo [44,1223,130,1323]
issue-date: ಮಂಗಳವಾರ | ಸೆಪ್ಟೆಂಬರ್ 1 08 | 2026 [80,49,277,65]
phone-label: ಸಂಪರ್ಕ ಸಂಖ್ಯೆ : [1132,1123,1224,1143]
article-lions-badminton [44,422,300,748]
body-text: ಹಳಿಯಾಳ ನಗರದ ಗೌಳಿಗಲ್ಲಿಯ ನಿವಾಸಿ ಅರವಿಂದ (44) ಎಂಬುವವರು ಆಗಸ್ಟ್ 24 ರಿಂದ ಯಾರಿಗೂ ಹೇಳದೆ ಕೇಳದೆ ಮನೆಯಿಂದ ಹೊರಟು ಹೋಗಿ ನಾಪತ್ತೆಯಾಗಿದ್ದಾರೆ. ಸುಮಾರು 5.5 ಅಡಿ ಎತ್ತರ, ಸಾಧಾರಣ ಮೈಕಟ್ಟು, ಗೋಧಿ ಮೈಬಣ್ಣ ಹೊಂದಿದ್ದು ಕನ್ನಡ, ಮರಾಠಿ ಭಾಷೆ ಮಾತನಾಡುತ್ತಾರೆ. ಇವರ ಬಗ್ಗೆ ಮಾಹಿತಿ ಸಿಕ್ಕಲ್ಲಿ ಹಳಿಯಾಳ ಪೊಲೀಸ್ ಠಾಣೆ ದೂ: 08284220333, ಮೊ: 8277988460 ಸಂಪರ್ಕಿಸುವಂತೆ ಪ್ರಕಟಣೆಯಲ್ಲಿ ಕೋರಲಾಗಿದೆ. [44,1223,300,1358]
classified-title: ಕೃಷಿ ಜಮೀನು ಮಾರುವುದಿದೆ [1083,1037,1410,1069]
article-body [317,524,562,706]
lions-students-photo [44,523,300,651]
dateline: •ಜನಮಾಧ್ಯಮ, ಶಿರಸಿ: [317,525,395,538]
